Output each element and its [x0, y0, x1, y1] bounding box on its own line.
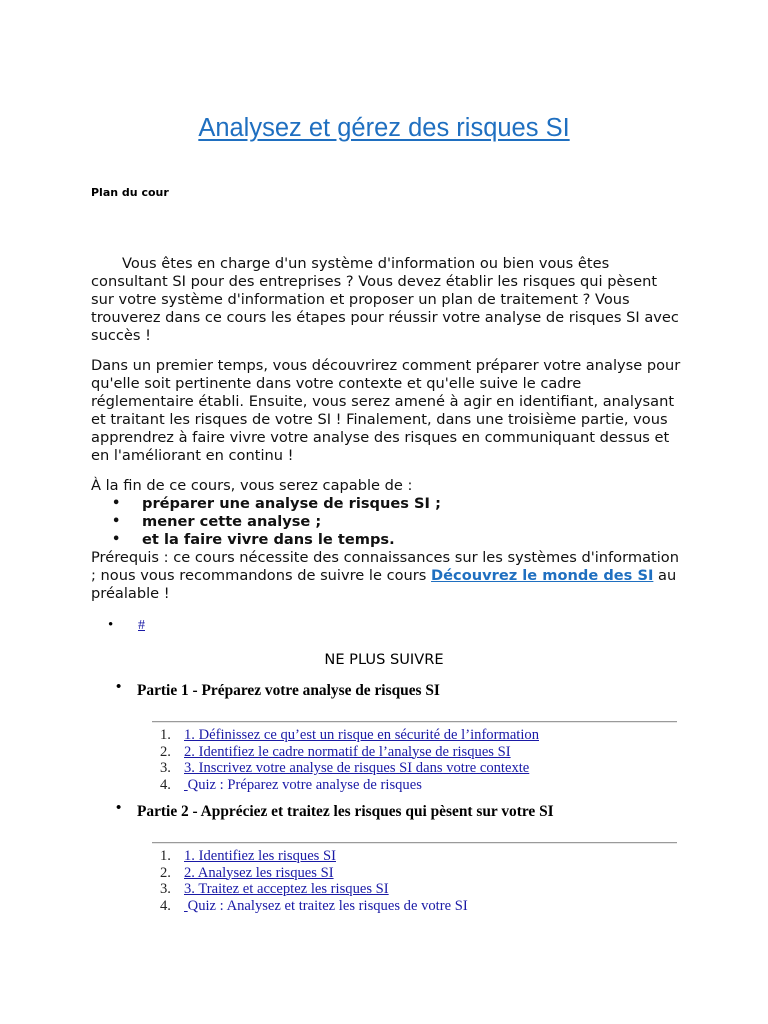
bullet-icon: • [116, 679, 122, 695]
chapter-item [160, 865, 468, 882]
chapter-number: 1. [160, 727, 171, 743]
part-2-chapter-list [160, 848, 468, 914]
intro-paragraph [91, 255, 681, 345]
chapter-number: 3. [160, 881, 171, 898]
quiz-item [160, 898, 468, 915]
objectives-block [91, 477, 681, 549]
divider [152, 721, 677, 723]
prereq-text: Prérequis : ce cours nécessite des connaissances sur les systèmes d'information ; nous vous recommandons de suivre le cours [91, 549, 679, 584]
objectives-intro: À la fin de ce cours, vous serez capable de : [91, 477, 413, 494]
bullet-icon: • [116, 800, 122, 816]
chapter-link[interactable]: 1. Définissez ce qu’est un risque en sécurité de l’information [184, 727, 539, 743]
quiz-label: Quiz : Préparez votre analyse de risques [187, 776, 422, 793]
chapter-item [160, 760, 539, 777]
part-title: Partie 1 - Préparez votre analyse de risques SI [137, 682, 440, 699]
overview-text: Dans un premier temps, vous découvrirez comment préparer votre analyse pour qu'elle soit pertinente dans votre contexte et qu'elle suive le cadre réglementaire établi. Ensuite, vous serez amené à agir en identifiant, analysant et traitant les risques de votre SI ! Finalement, dans une troisième partie, vous apprendrez à faire vivre votre analyse des risques en communiquant dessus et en l'améliorant en continu ! [91, 357, 681, 464]
course-overview-paragraph [91, 357, 681, 465]
prereq-text-end: au préalable ! [91, 567, 677, 602]
chapter-item [160, 744, 539, 761]
quiz-link[interactable] [184, 898, 468, 914]
chapter-number: 4. [160, 897, 171, 914]
hash-link[interactable]: # [138, 618, 145, 633]
unfollow-button[interactable]: NE PLUS SUIVRE [324, 651, 444, 668]
chapter-link[interactable]: 1. Identifiez les risques SI [184, 848, 336, 864]
chapter-item [160, 848, 468, 865]
quiz-item [160, 777, 539, 794]
plan-heading: Plan du cour [91, 186, 169, 199]
objective-item: • préparer une analyse de risques SI ; [91, 495, 681, 513]
part-title: Partie 2 - Appréciez et traitez les risques qui pèsent sur votre SI [137, 803, 554, 820]
quiz-label: Quiz : Analysez et traitez les risques de votre SI [187, 897, 468, 914]
chapter-item [160, 727, 539, 744]
chapter-link[interactable]: 3. Traitez et acceptez les risques SI [184, 881, 389, 898]
objective-item: • mener cette analyse ; [91, 513, 681, 531]
chapter-number: 1. [160, 848, 171, 864]
quiz-link[interactable] [184, 777, 422, 793]
chapter-number: 2. [160, 743, 171, 760]
chapter-link[interactable]: 2. Identifiez le cadre normatif de l’analyse de risques SI [184, 743, 511, 760]
part-1-chapter-list [160, 727, 539, 793]
intro-text: Vous êtes en charge d'un système d'information ou bien vous êtes consultant SI pour des entreprises ? Vous devez établir les risques qui pèsent sur votre système d'information et proposer un plan de traitement ? Vous trouverez dans ce cours les étapes pour réussir votre analyse de risques SI avec succès ! [91, 255, 679, 344]
chapter-number: 3. [160, 760, 171, 777]
chapter-item [160, 881, 468, 898]
prerequisites-paragraph [91, 549, 681, 603]
page-title: Analysez et gérez des risques SI [198, 114, 570, 142]
prereq-course-link[interactable]: Découvrez le monde des SI [431, 567, 654, 584]
chapter-link[interactable]: 3. Inscrivez votre analyse de risques SI dans votre contexte [184, 760, 530, 777]
chapter-number: 4. [160, 776, 171, 793]
objective-item: • et la faire vivre dans le temps. [91, 531, 681, 549]
chapter-number: 2. [160, 864, 171, 881]
chapter-link[interactable]: 2. Analysez les risques SI [184, 864, 334, 881]
divider [152, 842, 677, 844]
bullet-icon: • [108, 617, 114, 633]
objectives-list [91, 495, 681, 549]
